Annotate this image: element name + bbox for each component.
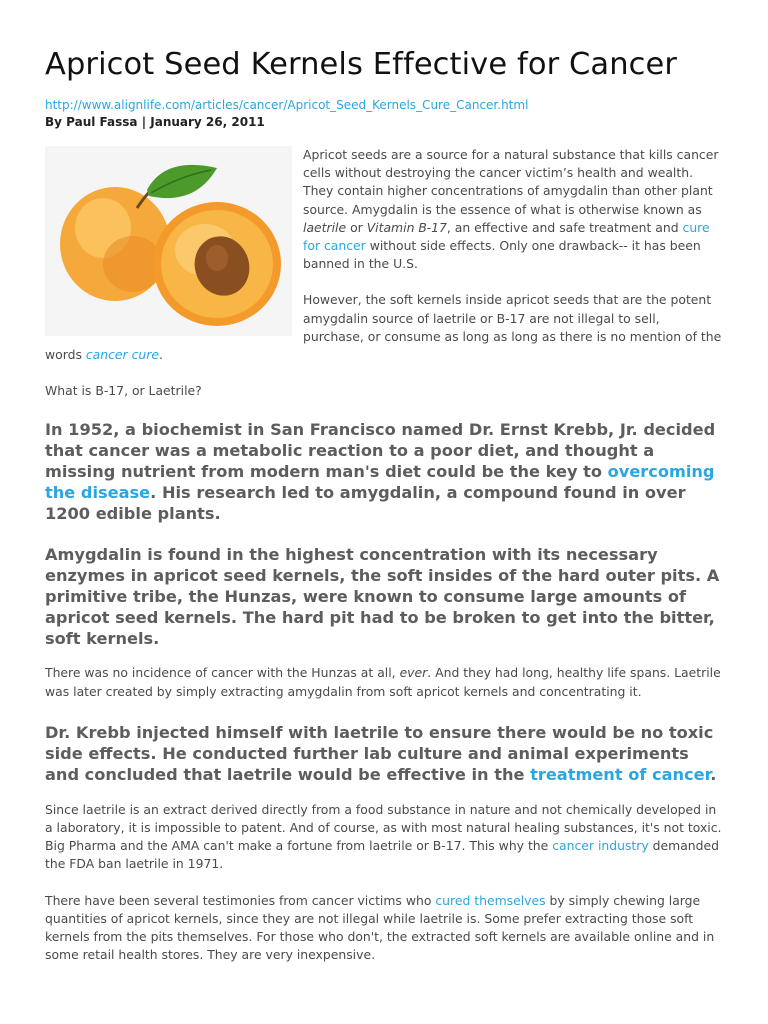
cure-for-cancer-link[interactable]: cure for cancer	[303, 219, 710, 254]
text-run: by simply chewing large quantities of apricot kernels, since they are not illegal while laetrile is. Some prefer extracting those soft kernels from the pits themselves. For those who don't, the extracted soft kernels are available online and in some retail health stores. They are very inexpensive.	[45, 892, 715, 963]
byline: By Paul Fassa | January 26, 2011	[45, 115, 265, 129]
text-run: There was no incidence of cancer with the Hunzas at all,	[45, 665, 400, 681]
text-emphasis: Vitamin B-17	[366, 219, 447, 235]
text-run: .	[710, 764, 717, 784]
lead-paragraph-2: Amygdalin is found in the highest concentration with its necessary enzymes in apricot seed kernels, the soft insides of the hard outer pits. A primitive tribe, the Hunzas, were known to consume large amounts of apricot seed kernels. The hard pit had to be broken to get into the bitter, soft kernels.	[45, 545, 720, 649]
hunza-paragraph	[45, 664, 723, 700]
patent-paragraph	[45, 801, 723, 874]
treatment-of-cancer-link[interactable]: treatment of cancer	[530, 764, 711, 784]
text-run: .	[158, 347, 163, 363]
overcoming-the-disease-link[interactable]: overcoming the disease	[45, 462, 715, 503]
source-url-link[interactable]: http://www.alignlife.com/articles/cancer/Apricot_Seed_Kernels_Cure_Cancer.html	[45, 98, 529, 112]
cured-themselves-link[interactable]: cured themselves	[435, 892, 546, 908]
text-run: . And they had long, healthy life spans. Laetrile was later created by simply extracting amygdalin from soft apricot kernels and concentrating it.	[45, 665, 721, 699]
text-run: Apricot seeds are a source for a natural substance that kills cancer cells without destroying the cancer victim’s health and wealth. They contain higher concentrations of amygdalin than other plant source. Amygdalin is the essence of what is otherwise known as	[303, 147, 719, 217]
text-run: In 1952, a biochemist in San Francisco named Dr. Ernst Krebb, Jr. decided that cancer was a metabolic reaction to a poor diet, and thought a missing nutrient from modern man's diet could be the key to	[45, 420, 716, 482]
text-emphasis: laetrile	[303, 219, 347, 235]
section-question: What is B-17, or Laetrile?	[45, 383, 202, 399]
text-run: Since laetrile is an extract derived directly from a food substance in nature and not chemically developed in a laboratory, it is impossible to patent. And of course, as with most natural healing substances, it's not toxic. Big Pharma and the AMA can't make a fortune from laetrile or B-17. This why the	[45, 801, 722, 854]
apricot-image	[45, 146, 292, 336]
lead-paragraph-1	[45, 419, 723, 524]
text-run: There have been several testimonies from cancer victims who	[45, 892, 436, 908]
text-run: without side effects. Only one drawback-- it has been banned in the U.S.	[303, 238, 701, 272]
page-title: Apricot Seed Kernels Effective for Cancer	[45, 47, 678, 82]
cancer-industry-link[interactable]: cancer industry	[552, 838, 649, 854]
text-run: . His research led to amygdalin, a compound found in over 1200 edible plants.	[45, 483, 686, 524]
text-run: Dr. Krebb injected himself with laetrile to ensure there would be no toxic side effects. He conducted further lab culture and animal experiments and concluded that laetrile would be effective in the	[45, 722, 714, 784]
text-run: However, the soft kernels inside apricot seeds that are the potent amygdalin source of laetrile or B-17 are not illegal to sell, purchase, or consume as long as long as there is no mention of the words	[45, 292, 722, 363]
testimonies-paragraph	[45, 892, 723, 965]
cancer-cure-link[interactable]: cancer cure	[85, 347, 159, 363]
lead-paragraph-3	[45, 722, 723, 785]
text-run: or	[346, 219, 367, 235]
text-emphasis: ever	[399, 665, 428, 681]
intro-section	[45, 146, 723, 364]
apricot-illustration	[45, 146, 292, 336]
text-run: , an effective and safe treatment and	[446, 219, 683, 235]
text-run: demanded the FDA ban laetrile in 1971.	[45, 838, 719, 872]
